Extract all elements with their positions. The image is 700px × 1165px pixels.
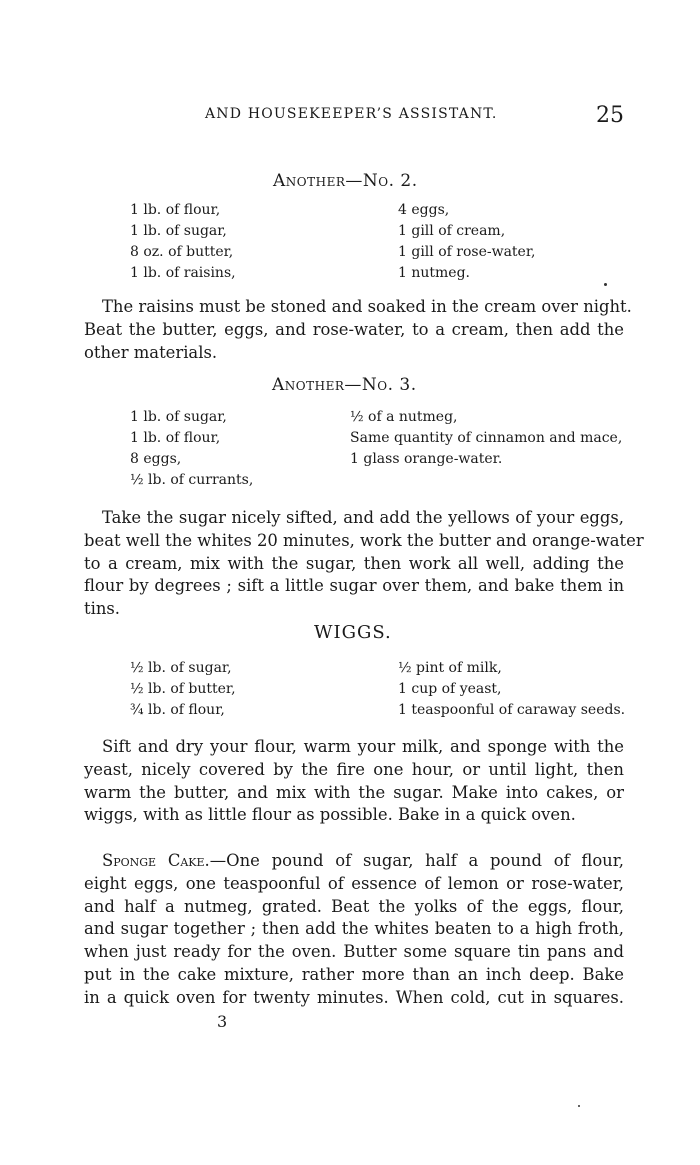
ingredients-left-wiggs bbox=[130, 658, 236, 721]
ingredient: 1 gill of rose-water, bbox=[398, 244, 536, 260]
text-line: put in the cake mixture, rather more than an inch deep. Bake bbox=[84, 964, 624, 984]
paragraph-wiggs bbox=[84, 736, 624, 827]
ingredient: Same quantity of cinnamon and mace, bbox=[350, 430, 623, 446]
ingredients-left-no-3 bbox=[130, 407, 253, 491]
ingredients-right-wiggs bbox=[398, 658, 625, 721]
ingredient: ¾ lb. of flour, bbox=[130, 702, 225, 718]
text-line: Beat the butter, eggs, and rose-water, to a cream, then add the bbox=[84, 319, 624, 339]
text-line: in a quick oven for twenty minutes. When cold, cut in squares. bbox=[84, 987, 624, 1007]
text-line: and half a nutmeg, grated. Beat the yolks of the eggs, flour, bbox=[84, 896, 624, 916]
ingredient: 1 lb. of sugar, bbox=[130, 409, 227, 425]
ingredients-right-no-3 bbox=[350, 407, 622, 470]
heading-wiggs: WIGGS. bbox=[314, 622, 392, 643]
ingredient: ½ of a nutmeg, bbox=[350, 409, 458, 425]
text-line: tins. bbox=[84, 599, 121, 619]
ingredient: 1 lb. of flour, bbox=[130, 430, 221, 446]
ingredients-left-no-2 bbox=[130, 200, 236, 284]
text-line: yeast, nicely covered by the fire one hour, or until light, then bbox=[84, 759, 624, 779]
paragraph-sponge-cake bbox=[84, 850, 624, 1010]
ingredients-right-no-2 bbox=[398, 200, 535, 284]
ingredient: 4 eggs, bbox=[398, 202, 450, 218]
ingredient: 1 lb. of flour, bbox=[130, 202, 221, 218]
ingredient: 8 eggs, bbox=[130, 451, 182, 467]
text-line: Take the sugar nicely sifted, and add the yellows of your eggs, bbox=[102, 508, 624, 527]
ingredient: 1 nutmeg. bbox=[398, 265, 470, 281]
ingredient: 1 glass orange-water. bbox=[350, 451, 503, 467]
scan-speck bbox=[578, 1105, 580, 1107]
ingredient: ½ lb. of currants, bbox=[130, 472, 254, 488]
ingredient: 8 oz. of butter, bbox=[130, 244, 234, 260]
page-number: 25 bbox=[596, 103, 624, 128]
text-line: to a cream, mix with the sugar, then work all well, adding the bbox=[84, 553, 624, 573]
ingredient: 1 cup of yeast, bbox=[398, 681, 502, 697]
text-line: The raisins must be stoned and soaked in the cream over night. bbox=[102, 297, 632, 316]
text-line: wiggs, with as little flour as possible. Bake in a quick oven. bbox=[84, 805, 576, 825]
text-line: and sugar together ; then add the whites beaten to a high froth, bbox=[84, 919, 624, 939]
text-line: beat well the whites 20 minutes, work the butter and orange-water bbox=[84, 530, 644, 550]
signature-mark: 3 bbox=[217, 1012, 228, 1031]
text-line: warm the butter, and mix with the sugar. Make into cakes, or bbox=[84, 782, 624, 802]
sponge-cake-first-line: —One pound of sugar, half a pound of flour, bbox=[209, 851, 624, 870]
scan-speck bbox=[604, 283, 607, 286]
text-line: eight eggs, one teaspoonful of essence of lemon or rose-water, bbox=[84, 873, 624, 893]
ingredient: 1 lb. of sugar, bbox=[130, 223, 227, 239]
ingredient: 1 gill of cream, bbox=[398, 223, 506, 239]
text-line bbox=[84, 850, 624, 873]
ingredient: ½ pint of milk, bbox=[398, 660, 502, 676]
paragraph-no-2 bbox=[84, 296, 632, 364]
heading-another-no-2: Another—No. 2. bbox=[273, 171, 418, 191]
ingredient: 1 teaspoonful of caraway seeds. bbox=[398, 702, 626, 718]
paragraph-no-3 bbox=[84, 507, 644, 621]
text-line: flour by degrees ; sift a little sugar over them, and bake them in bbox=[84, 576, 624, 596]
sponge-cake-title: Sponge Cake. bbox=[102, 851, 210, 870]
heading-another-no-3: Another—No. 3. bbox=[272, 375, 417, 395]
running-head: AND HOUSEKEEPER’S ASSISTANT. bbox=[205, 106, 498, 122]
text-line: when just ready for the oven. Butter some square tin pans and bbox=[84, 942, 624, 962]
ingredient: ½ lb. of butter, bbox=[130, 681, 236, 697]
text-line: other materials. bbox=[84, 342, 218, 362]
text-line: Sift and dry your flour, warm your milk, and sponge with the bbox=[102, 737, 624, 756]
ingredient: ½ lb. of sugar, bbox=[130, 660, 232, 676]
ingredient: 1 lb. of raisins, bbox=[130, 265, 236, 281]
